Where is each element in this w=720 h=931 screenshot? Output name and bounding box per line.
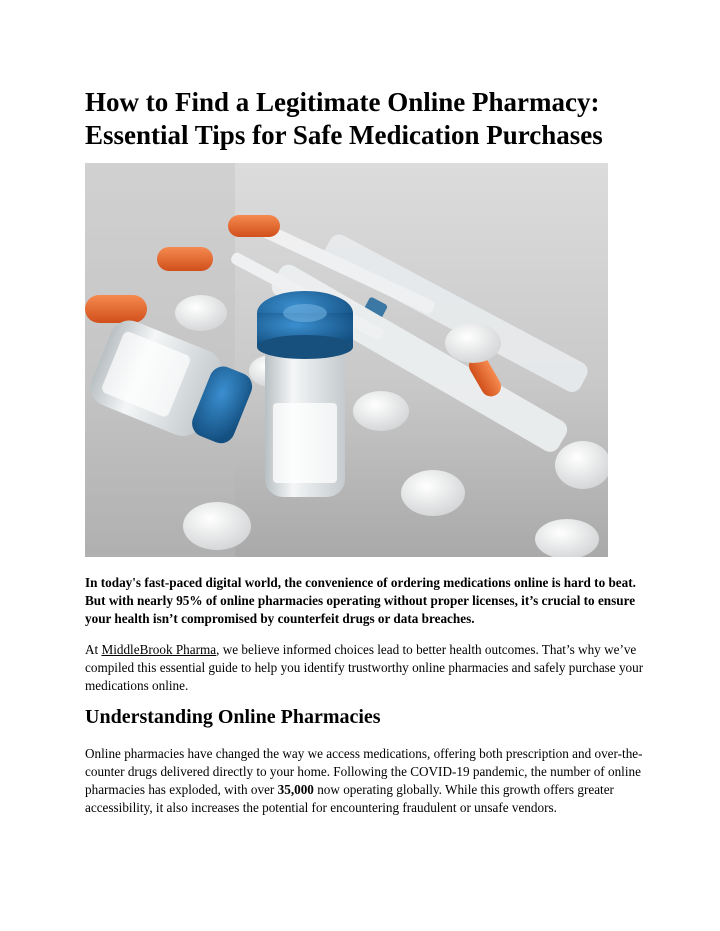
- intro-text-before: At: [85, 642, 102, 657]
- article-title: How to Find a Legitimate Online Pharmacy: Essential Tips for Safe Medication Purchases: [85, 87, 603, 150]
- hero-image-pills-and-vials: [85, 163, 608, 557]
- section-heading: Understanding Online Pharmacies: [85, 706, 381, 728]
- intro-bold-paragraph: In today's fast-paced digital world, the convenience of ordering medications online is hard to beat. But with nearly 95% of online pharmacies operating without proper licenses, it’s crucial to ensure your health isn’t compromised by counterfeit drugs or data breaches.: [85, 575, 636, 626]
- intro-text-after: , we believe informed choices lead to better health outcomes. That’s why we’ve compiled this essential guide to help you identify trustworthy online pharmacies and safely purchase your medications online.: [85, 642, 644, 693]
- pharmacy-count: 35,000: [277, 782, 314, 797]
- section-paragraph: [85, 745, 645, 817]
- intro-paragraph: [85, 641, 645, 695]
- section-text-after: now operating globally. While this growth offers greater accessibility, it also increases the potential for encountering fraudulent or unsafe vendors.: [85, 782, 614, 815]
- brand-link[interactable]: MiddleBrook Pharma: [101, 642, 217, 657]
- section-text-before: Online pharmacies have changed the way we access medications, offering both prescription and over-the-counter drugs delivered directly to your home. Following the COVID-19 pandemic, the number of online pharmacies has exploded, with over: [85, 746, 643, 797]
